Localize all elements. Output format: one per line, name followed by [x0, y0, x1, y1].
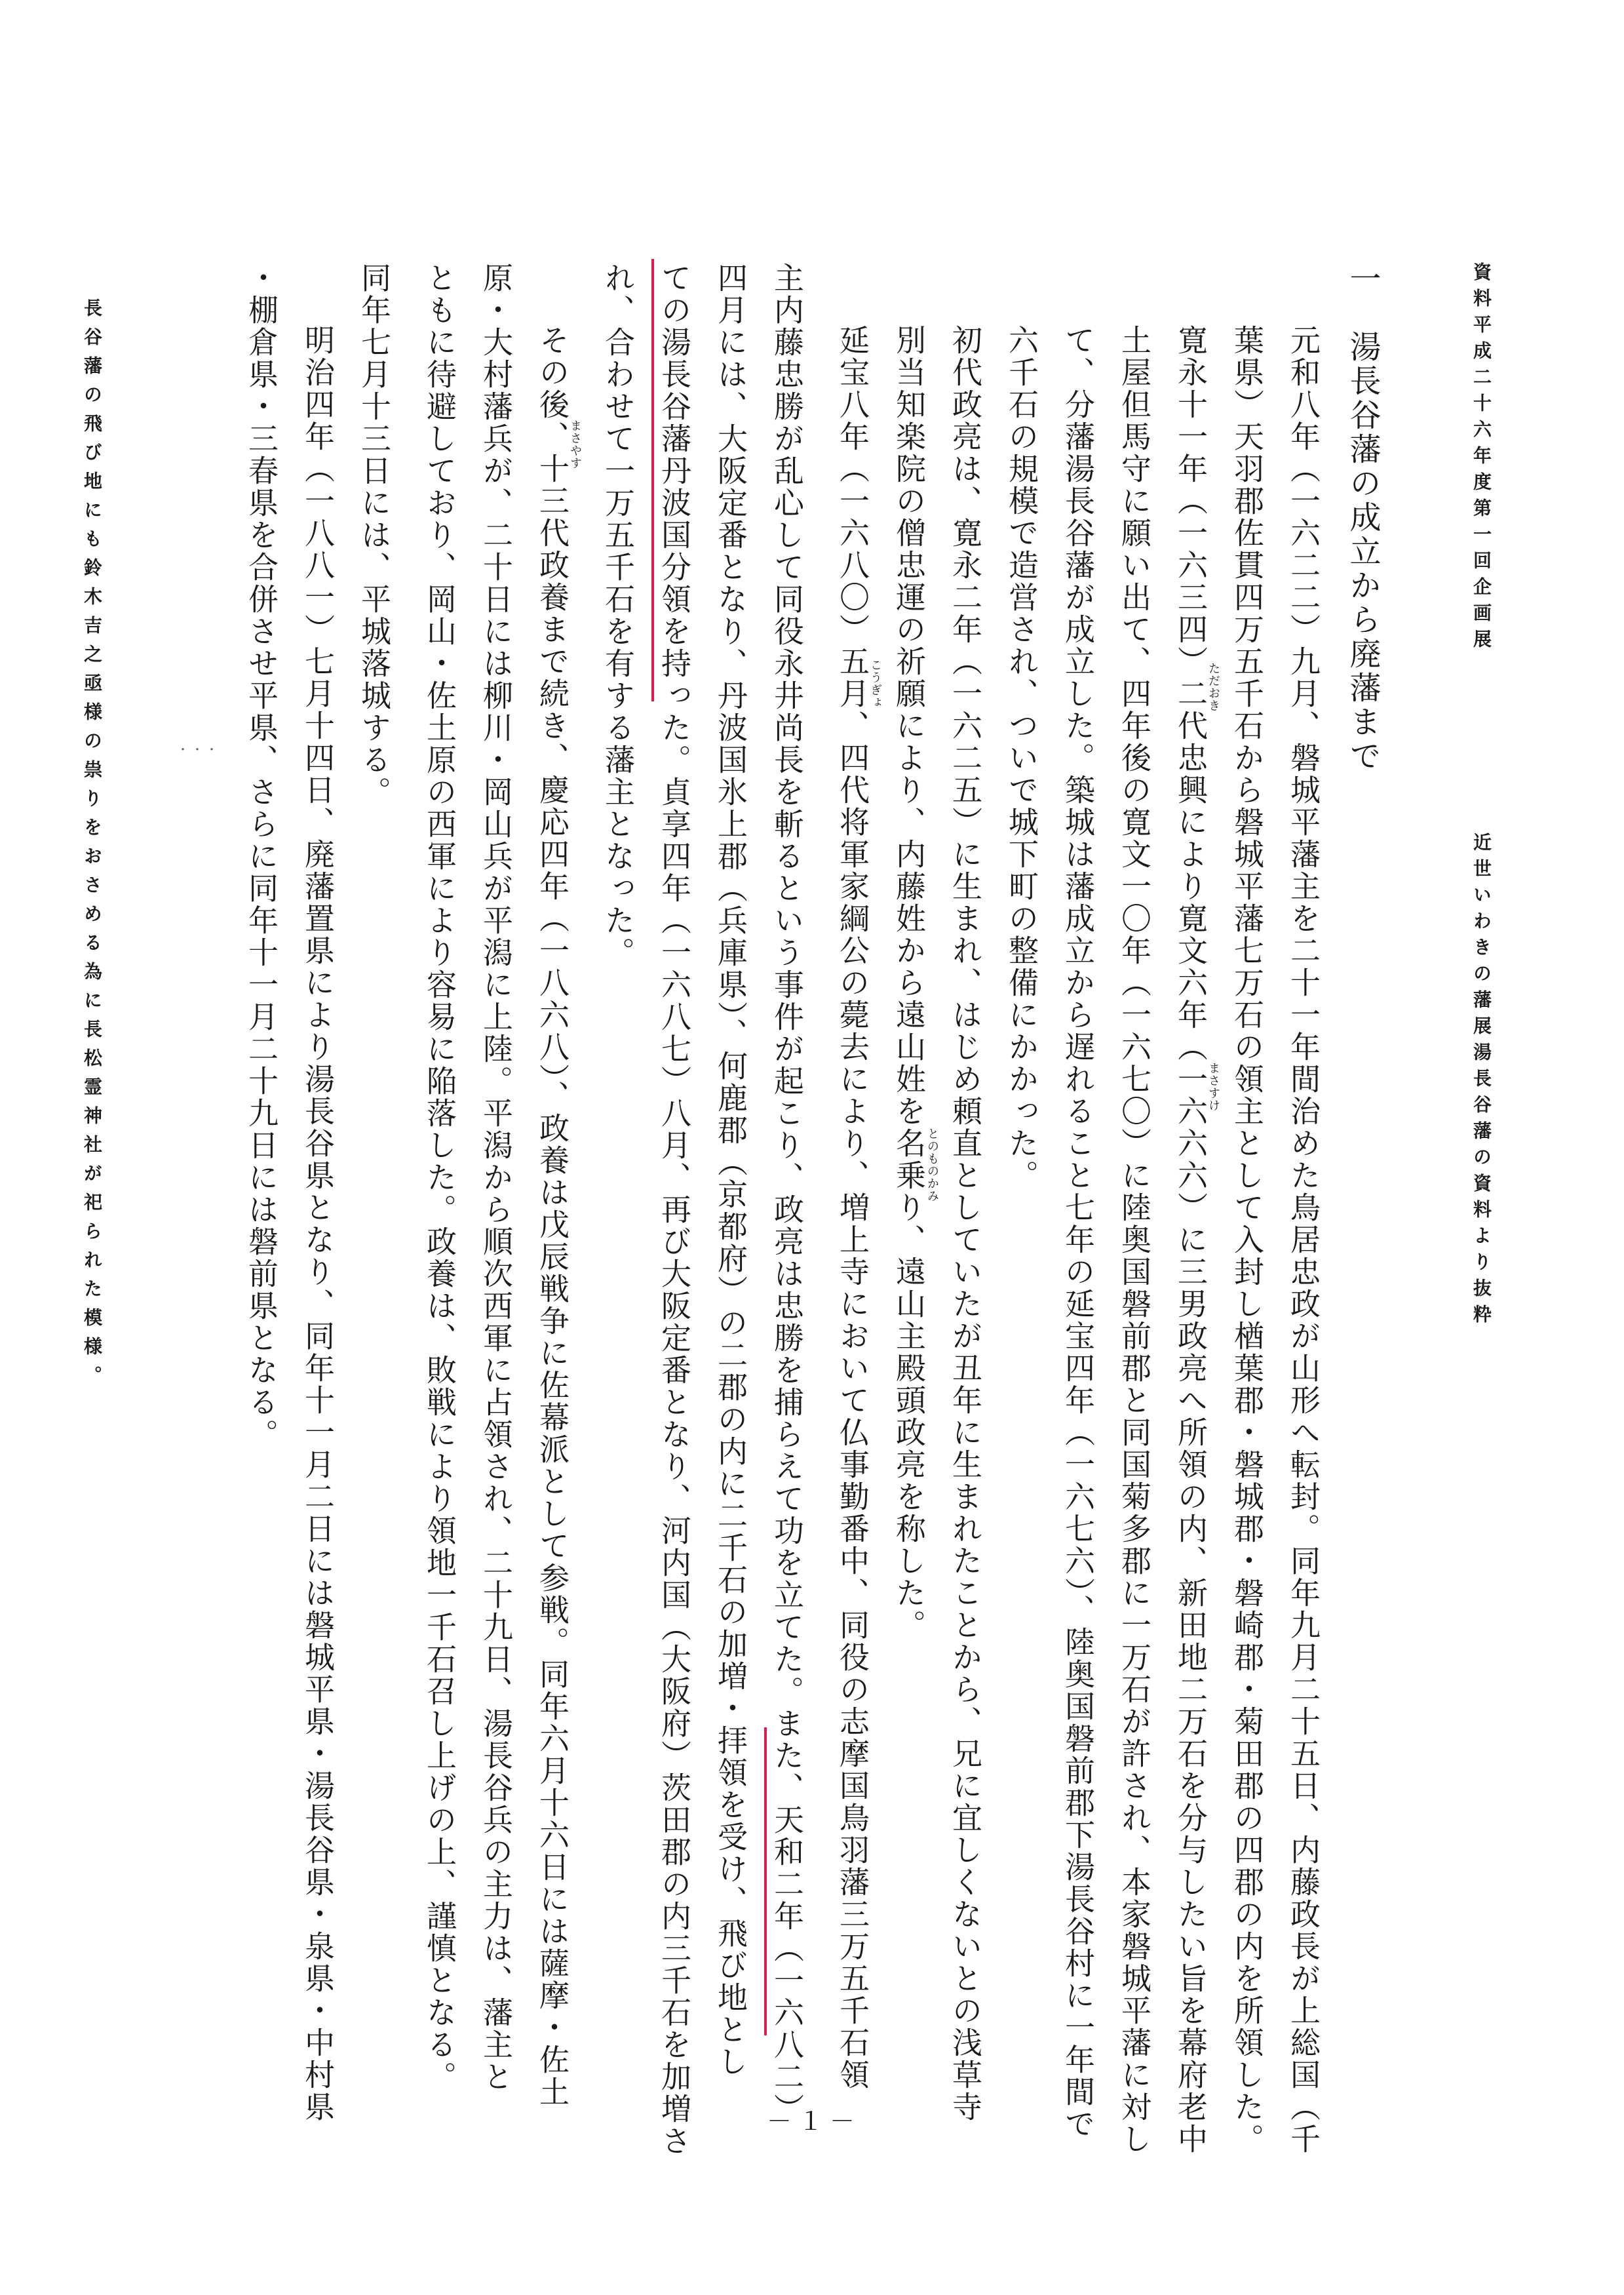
ruby-tonomonokami: とのものかみ [925, 1128, 939, 1202]
body-column-15: 原・大村藩兵が、二十日には柳川・岡山兵が平潟に上陸。平潟から順次西軍に占領され、二十九日、湯長谷兵の主力は、藩主と [478, 262, 514, 2093]
body-column-17: 同年七月十三日には、平城落城する。 [357, 262, 392, 808]
body-column-8: 別当知楽院の僧忠運の祈願により、内藤姓から遠山姓を名乗り、遠山主殿頭政亮を称した。 [891, 324, 927, 1641]
document-header-title: 資料平成二十六年度第一回企画展 [1471, 262, 1492, 656]
body-column-3: 寛永十一年（一六三四）二代忠興により寛文六年（一六六六）に三男政亮へ所領の内、新田地二万石を分与したい旨を幕府老中 [1173, 324, 1208, 2155]
stray-marks: ・・・ [177, 743, 220, 757]
body-column-18: 明治四年（一八八一）七月十四日、廃藩置県により湯長谷県となり、同年十一月二日には磐城平県・湯長谷県・泉県・中村県 [300, 324, 336, 2123]
body-column-9: 延宝八年（一六八〇）五月、四代将軍家綱公の薨去により、増上寺において仏事勤番中、同役の志摩国鳥羽藩三万五千石領 [835, 324, 870, 2091]
ruby-masayasu: まさやす [568, 420, 582, 469]
ruby-tadaoki: ただおき [1207, 662, 1220, 712]
body-column-7: 初代政亮は、寛永二年（一六二五）に生まれ、はじめ頼直としていたが丑年に生まれたことから、兄に宜しくないとの浅草寺 [948, 324, 983, 2123]
body-column-19: ・棚倉県・三春県を合併させ平県、さらに同年十一月二十九日には磐前県となる。 [244, 262, 279, 1451]
page-number: －１－ [767, 2107, 862, 2136]
ruby-masasuke: まさすけ [1207, 1062, 1220, 1112]
body-column-1: 元和八年（一六二二）九月、磐城平藩主を二十一年間治めた鳥居忠政が山形へ転封。同年九月二十五日、内藤政長が上総国（千 [1286, 324, 1321, 2155]
underline-tanba-bunryo [651, 259, 654, 701]
body-column-10: 主内藤忠勝が乱心して同役永井尚長を斬るという事件が起こり、政亮は忠勝を捕らえて功を立てた。また、天和二年（一六八二） [769, 262, 805, 2125]
body-column-13: れ、合わせて一万五千石を有する藩主となった。 [600, 262, 636, 969]
body-column-16: ともに待避しており、岡山・佐土原の西軍により容易に陥落した。政養は、敗戦により領地一千石召し上げの上、謹慎となる。 [422, 262, 457, 2093]
handwritten-margin-note: 長谷藩の飛び地にも鈴木吉之亟様の祟りをおさめる為に長松霊神社が祀られた模様。 [81, 298, 103, 1394]
body-column-4: 土屋但馬守に願い出て、四年後の寛文一〇年（一六七〇）に陸奥国磐前郡と同国菊多郡に一万石が許され、本家磐城平藩に対し [1117, 324, 1152, 2155]
ruby-kougyo: こうぎょ [868, 659, 882, 709]
underline-tenna-start [764, 1727, 767, 2035]
section-title: 一 湯長谷藩の成立から廃藩まで [1344, 262, 1381, 774]
document-header-subtitle: 近世いわきの藩展湯長谷藩の資料より抜粋 [1471, 833, 1492, 1331]
body-column-11: 四月には、大阪定番となり、丹波国氷上郡（兵庫県）、何鹿郡（京都府）の二郡の内に二千石の加増・拝領を受け、飛び地とし [713, 262, 748, 2078]
body-column-5: て、分藩湯長谷藩が成立した。築城は藩成立から遅れること七年の延宝四年（一六七六）、陸奥国磐前郡下湯長谷村に一年間で [1060, 324, 1096, 2140]
body-column-6: 六千石の規模で造営され、ついで城下町の整備にかかった。 [1004, 324, 1039, 1192]
body-column-12: ての湯長谷藩丹波国分領を持った。貞享四年（一六八七）八月、再び大阪定番となり、河内国（大阪府）茨田郡の内三千石を加増さ [657, 262, 692, 2157]
body-column-14: その後、十三代政養まで続き、慶応四年（一八六八）、政養は戊辰戦争に佐幕派として参戦。同年六月十六日には薩摩・佐土 [535, 324, 570, 2108]
body-column-2: 葉県）天羽郡佐貫四万五千石から磐城平藩七万石の領主として入封し楢葉郡・磐城郡・磐崎郡・菊田郡の四郡の内を所領した。 [1229, 324, 1265, 2155]
